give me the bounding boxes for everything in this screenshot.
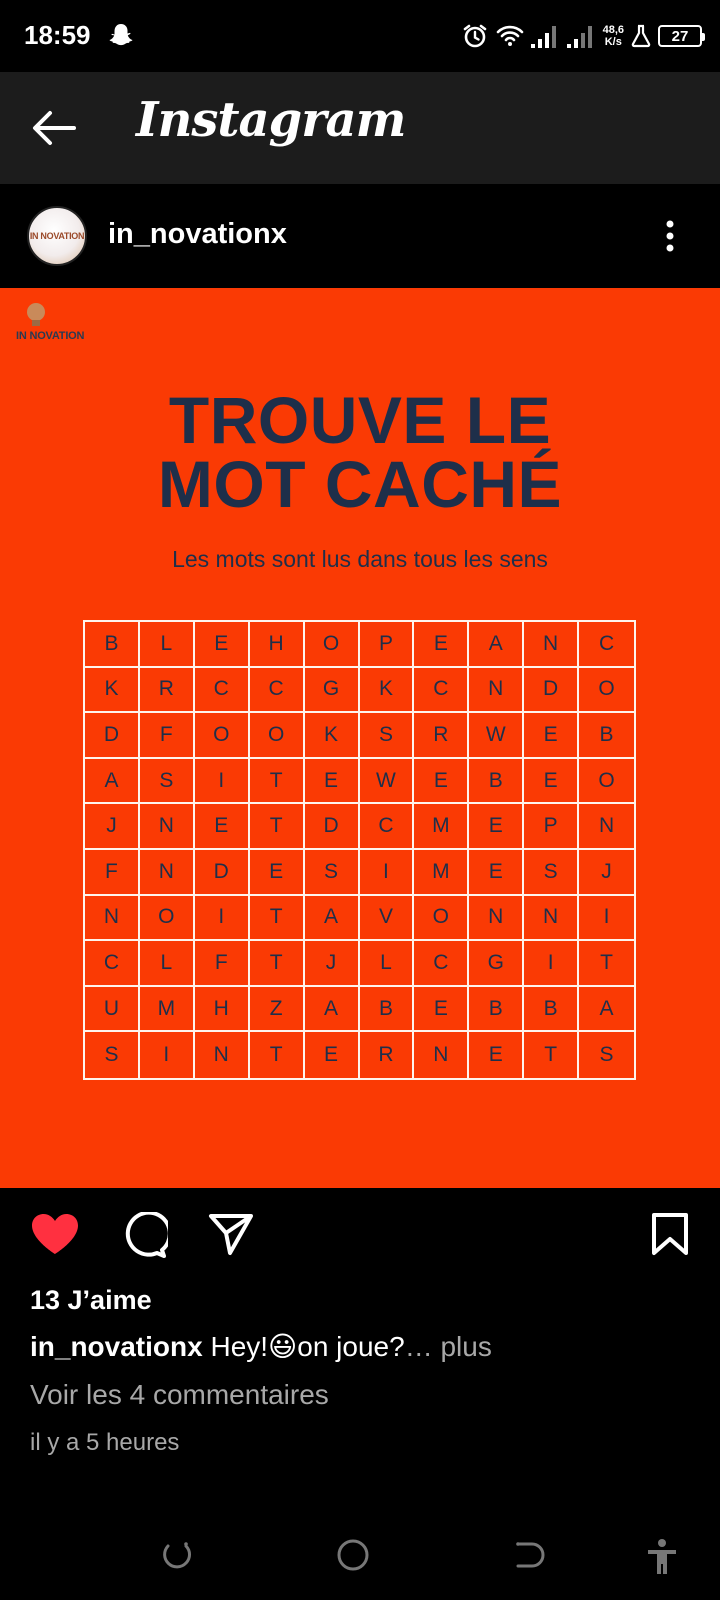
grid-cell: I bbox=[579, 896, 634, 942]
recents-icon[interactable] bbox=[160, 1538, 194, 1577]
grid-cell: E bbox=[524, 759, 579, 805]
lightbulb-icon bbox=[16, 300, 56, 332]
post-timestamp: il y a 5 heures bbox=[30, 1429, 180, 1456]
grid-cell: N bbox=[469, 896, 524, 942]
grid-cell: N bbox=[524, 896, 579, 942]
grid-cell: L bbox=[360, 941, 415, 987]
accessibility-icon[interactable] bbox=[646, 1538, 678, 1581]
back-nav-icon[interactable] bbox=[512, 1538, 546, 1577]
likes-count[interactable]: 13 J’aime bbox=[30, 1285, 152, 1315]
grid-cell: E bbox=[195, 622, 250, 668]
status-bar bbox=[0, 0, 720, 72]
post-username[interactable]: in_novationx bbox=[108, 218, 287, 250]
grid-cell: N bbox=[85, 896, 140, 942]
grid-cell: B bbox=[524, 987, 579, 1033]
grid-cell: R bbox=[360, 1032, 415, 1078]
post-actions bbox=[0, 1188, 720, 1288]
caption-text: Hey!😃on joue? bbox=[202, 1331, 405, 1362]
signal-icon bbox=[567, 24, 597, 48]
more-options-icon[interactable] bbox=[664, 216, 676, 256]
grid-cell: F bbox=[85, 850, 140, 896]
grid-cell: C bbox=[360, 804, 415, 850]
brand-logo bbox=[16, 300, 116, 350]
grid-cell: E bbox=[469, 850, 524, 896]
grid-cell: D bbox=[524, 668, 579, 714]
grid-cell: T bbox=[250, 759, 305, 805]
word-search-grid bbox=[83, 620, 636, 1080]
grid-cell: I bbox=[524, 941, 579, 987]
grid-cell: R bbox=[140, 668, 195, 714]
grid-cell: I bbox=[195, 896, 250, 942]
grid-cell: J bbox=[579, 850, 634, 896]
grid-cell: E bbox=[414, 622, 469, 668]
grid-cell: L bbox=[140, 622, 195, 668]
network-speed bbox=[603, 24, 624, 48]
grid-cell: L bbox=[140, 941, 195, 987]
grid-cell: C bbox=[195, 668, 250, 714]
view-comments-link[interactable]: Voir les 4 commentaires bbox=[30, 1379, 329, 1410]
grid-cell: O bbox=[305, 622, 360, 668]
grid-cell: A bbox=[469, 622, 524, 668]
grid-cell: N bbox=[579, 804, 634, 850]
grid-cell: W bbox=[360, 759, 415, 805]
grid-cell: R bbox=[414, 713, 469, 759]
grid-cell: B bbox=[579, 713, 634, 759]
grid-cell: D bbox=[85, 713, 140, 759]
grid-cell: E bbox=[414, 759, 469, 805]
grid-cell: U bbox=[85, 987, 140, 1033]
grid-cell: C bbox=[250, 668, 305, 714]
brand-logo-text: IN NOVATION bbox=[16, 330, 85, 342]
grid-cell: I bbox=[360, 850, 415, 896]
grid-cell: G bbox=[305, 668, 360, 714]
grid-cell: O bbox=[579, 759, 634, 805]
grid-cell: K bbox=[360, 668, 415, 714]
grid-cell: T bbox=[250, 1032, 305, 1078]
headline-line2: MOT CACHÉ bbox=[157, 447, 563, 521]
grid-cell: S bbox=[524, 850, 579, 896]
grid-cell: B bbox=[469, 759, 524, 805]
grid-cell: M bbox=[140, 987, 195, 1033]
caption-username[interactable]: in_novationx bbox=[30, 1331, 203, 1362]
puzzle-headline bbox=[0, 383, 720, 521]
grid-cell: F bbox=[140, 713, 195, 759]
grid-cell: N bbox=[524, 622, 579, 668]
bookmark-icon[interactable] bbox=[650, 1212, 690, 1261]
grid-cell: O bbox=[140, 896, 195, 942]
post-image[interactable] bbox=[0, 288, 720, 1188]
grid-cell: C bbox=[414, 668, 469, 714]
grid-cell: I bbox=[140, 1032, 195, 1078]
headline-line1: TROUVE LE bbox=[168, 383, 552, 457]
grid-cell: N bbox=[140, 804, 195, 850]
grid-cell: E bbox=[524, 713, 579, 759]
puzzle-subtitle: Les mots sont lus dans tous les sens bbox=[172, 546, 548, 572]
speed-value: 48,6 bbox=[602, 24, 624, 36]
grid-cell: K bbox=[305, 713, 360, 759]
grid-cell: B bbox=[469, 987, 524, 1033]
grid-cell: V bbox=[360, 896, 415, 942]
flask-icon bbox=[630, 24, 652, 48]
grid-cell: O bbox=[195, 713, 250, 759]
grid-cell: I bbox=[195, 759, 250, 805]
grid-cell: A bbox=[85, 759, 140, 805]
share-icon[interactable] bbox=[208, 1212, 254, 1261]
home-icon[interactable] bbox=[336, 1538, 370, 1577]
like-icon[interactable] bbox=[30, 1212, 80, 1261]
grid-cell: E bbox=[469, 1032, 524, 1078]
grid-cell: J bbox=[305, 941, 360, 987]
status-icons bbox=[461, 18, 702, 54]
app-bar bbox=[0, 72, 720, 184]
caption-more-link[interactable]: … plus bbox=[404, 1331, 492, 1362]
grid-cell: N bbox=[469, 668, 524, 714]
grid-cell: N bbox=[414, 1032, 469, 1078]
grid-cell: J bbox=[85, 804, 140, 850]
grid-cell: N bbox=[195, 1032, 250, 1078]
avatar[interactable] bbox=[27, 206, 87, 266]
battery-icon bbox=[658, 25, 702, 47]
grid-cell: O bbox=[579, 668, 634, 714]
grid-cell: D bbox=[305, 804, 360, 850]
grid-cell: T bbox=[250, 941, 305, 987]
speed-unit: K/s bbox=[604, 36, 622, 48]
grid-cell: T bbox=[250, 804, 305, 850]
grid-cell: A bbox=[305, 987, 360, 1033]
grid-cell: E bbox=[305, 1032, 360, 1078]
grid-cell: D bbox=[195, 850, 250, 896]
grid-cell: S bbox=[140, 759, 195, 805]
back-arrow-icon[interactable] bbox=[30, 108, 78, 148]
grid-cell: A bbox=[579, 987, 634, 1033]
grid-cell: S bbox=[85, 1032, 140, 1078]
grid-cell: F bbox=[195, 941, 250, 987]
post-header bbox=[0, 184, 720, 288]
grid-cell: H bbox=[195, 987, 250, 1033]
grid-cell: P bbox=[524, 804, 579, 850]
grid-cell: A bbox=[305, 896, 360, 942]
grid-cell: C bbox=[414, 941, 469, 987]
grid-cell: C bbox=[579, 622, 634, 668]
grid-cell: E bbox=[250, 850, 305, 896]
grid-cell: E bbox=[469, 804, 524, 850]
grid-cell: B bbox=[85, 622, 140, 668]
grid-cell: K bbox=[85, 668, 140, 714]
grid-cell: T bbox=[579, 941, 634, 987]
status-time: 18:59 bbox=[24, 20, 91, 50]
avatar-logo-text: IN NOVATION bbox=[29, 231, 85, 241]
post-caption[interactable] bbox=[30, 1330, 492, 1363]
grid-cell: M bbox=[414, 804, 469, 850]
grid-cell: T bbox=[250, 896, 305, 942]
grid-cell: N bbox=[140, 850, 195, 896]
grid-cell: C bbox=[85, 941, 140, 987]
comment-icon[interactable] bbox=[120, 1212, 168, 1263]
grid-cell: T bbox=[524, 1032, 579, 1078]
grid-cell: E bbox=[195, 804, 250, 850]
grid-cell: E bbox=[305, 759, 360, 805]
grid-cell: M bbox=[414, 850, 469, 896]
wifi-icon bbox=[495, 23, 525, 49]
signal-icon bbox=[531, 24, 561, 48]
grid-cell: S bbox=[599, 1043, 614, 1067]
system-nav-bar bbox=[0, 1520, 720, 1600]
grid-cell: P bbox=[360, 622, 415, 668]
app-title: Instagram bbox=[136, 92, 406, 148]
grid-cell: Z bbox=[250, 987, 305, 1033]
grid-cell: O bbox=[414, 896, 469, 942]
grid-cell: O bbox=[250, 713, 305, 759]
battery-level: 27 bbox=[671, 27, 689, 45]
grid-cell: S bbox=[360, 713, 415, 759]
snapchat-icon bbox=[108, 22, 134, 48]
grid-cell: W bbox=[469, 713, 524, 759]
grid-cell: S bbox=[305, 850, 360, 896]
alarm-icon bbox=[461, 22, 489, 50]
grid-cell: B bbox=[360, 987, 415, 1033]
grid-cell: E bbox=[414, 987, 469, 1033]
grid-cell: G bbox=[469, 941, 524, 987]
grid-cell: H bbox=[250, 622, 305, 668]
